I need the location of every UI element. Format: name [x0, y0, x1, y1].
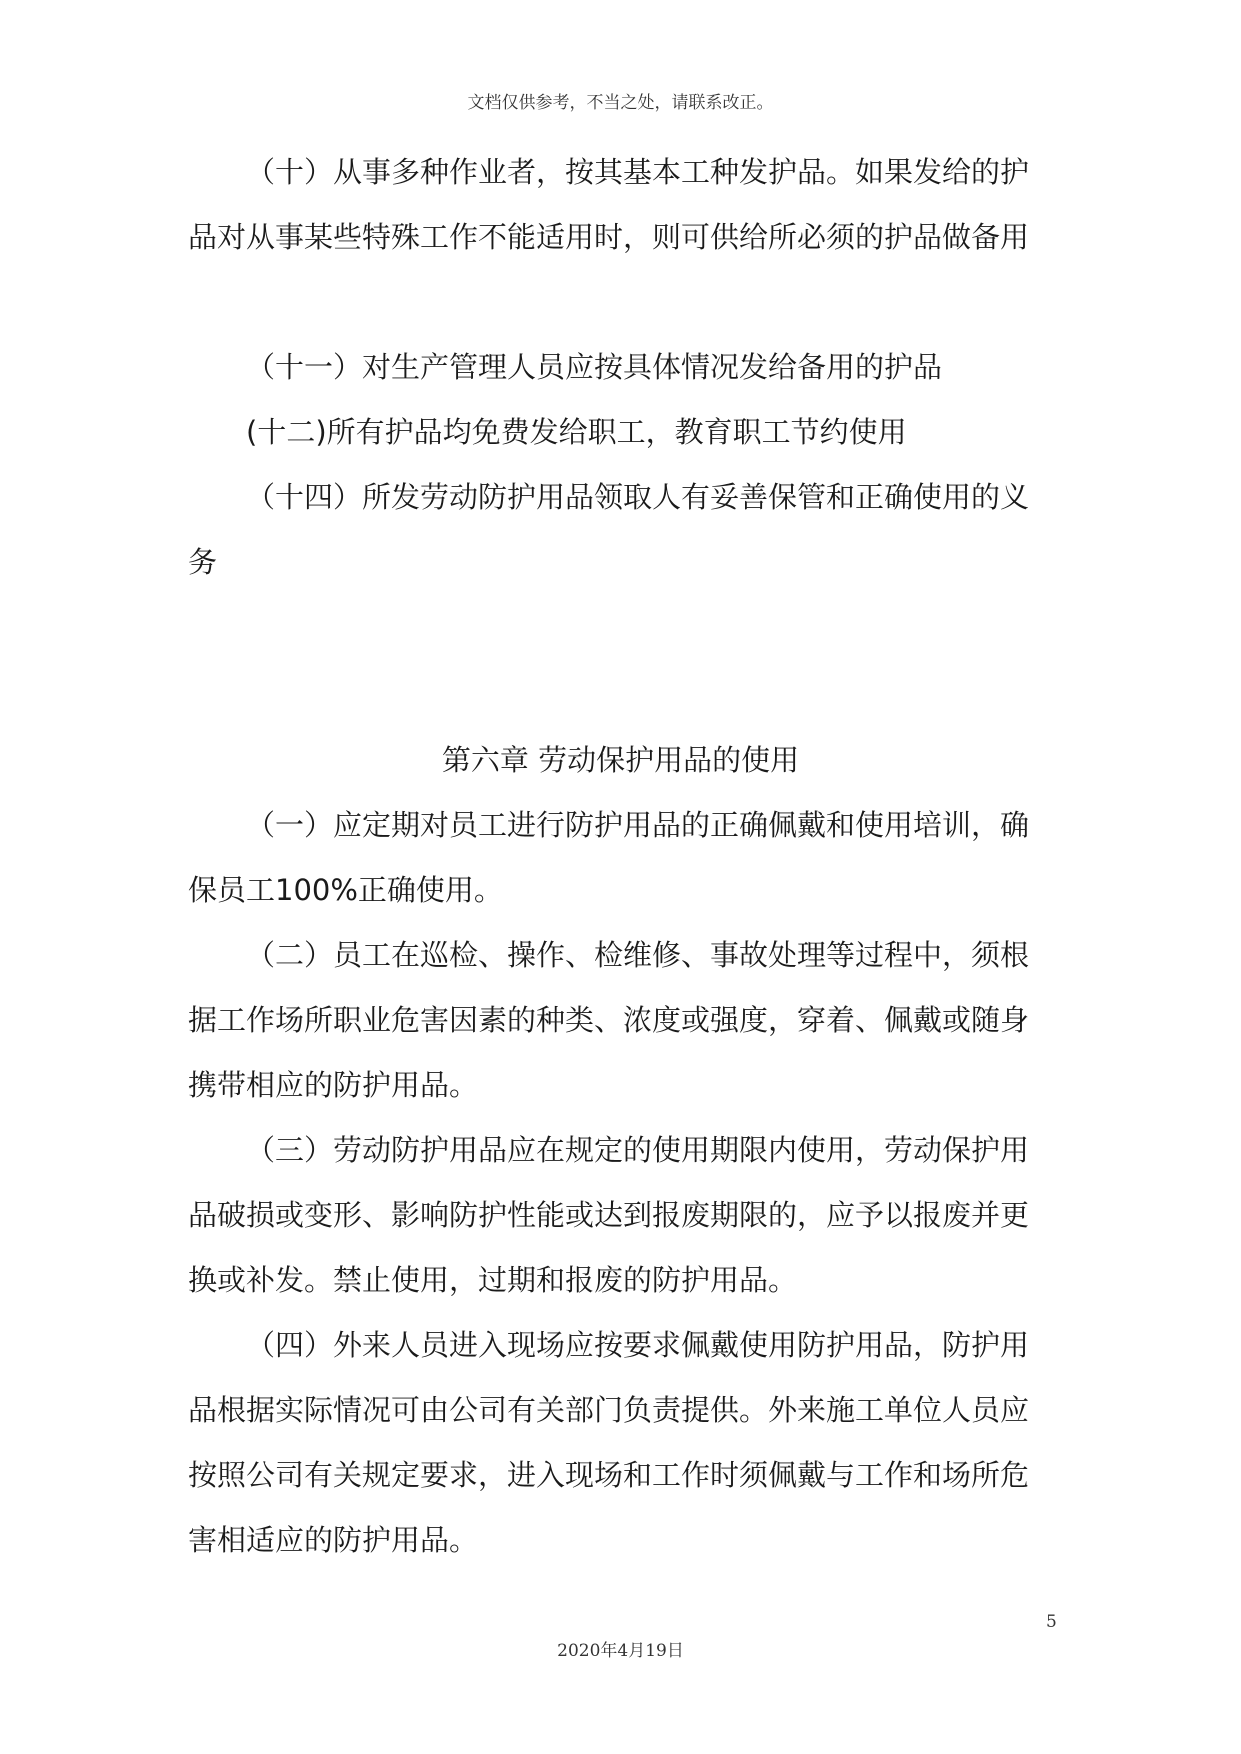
paragraph-11: （十一）对生产管理人员应按具体情况发给备用的护品	[246, 350, 943, 384]
paragraph-10: （十）从事多种作业者，按其基本工种发护品。如果发给的护品对从事某些特殊工作不能适用时，则可供给所必须的护品做备用	[188, 155, 1030, 254]
page-number: 5	[1046, 1612, 1057, 1632]
header-note: 文档仅供参考，不当之处，请联系改正。	[467, 93, 774, 113]
paragraph-12: (十二)所有护品均免费发给职工，教育职工节约使用	[246, 415, 907, 449]
paragraph-1: （一）应定期对员工进行防护用品的正确佩戴和使用培训，确保员工100%正确使用。	[188, 808, 1030, 907]
chapter-title: 第六章 劳动保护用品的使用	[441, 743, 800, 777]
paragraph-2: （二）员工在巡检、操作、检维修、事故处理等过程中，须根据工作场所职业危害因素的种类、浓度或强度，穿着、佩戴或随身携带相应的防护用品。	[188, 938, 1030, 1102]
paragraph-4: （四）外来人员进入现场应按要求佩戴使用防护用品，防护用品根据实际情况可由公司有关部门负责提供。外来施工单位人员应按照公司有关规定要求，进入现场和工作时须佩戴与工作和场所危害相适应的防护用品。	[188, 1328, 1030, 1557]
paragraph-3: （三）劳动防护用品应在规定的使用期限内使用，劳动保护用品破损或变形、影响防护性能或达到报废期限的，应予以报废并更换或补发。禁止使用，过期和报废的防护用品。	[188, 1133, 1030, 1297]
paragraph-14: （十四）所发劳动防护用品领取人有妥善保管和正确使用的义务	[188, 480, 1030, 579]
footer-date: 2020年4月19日	[557, 1641, 684, 1661]
